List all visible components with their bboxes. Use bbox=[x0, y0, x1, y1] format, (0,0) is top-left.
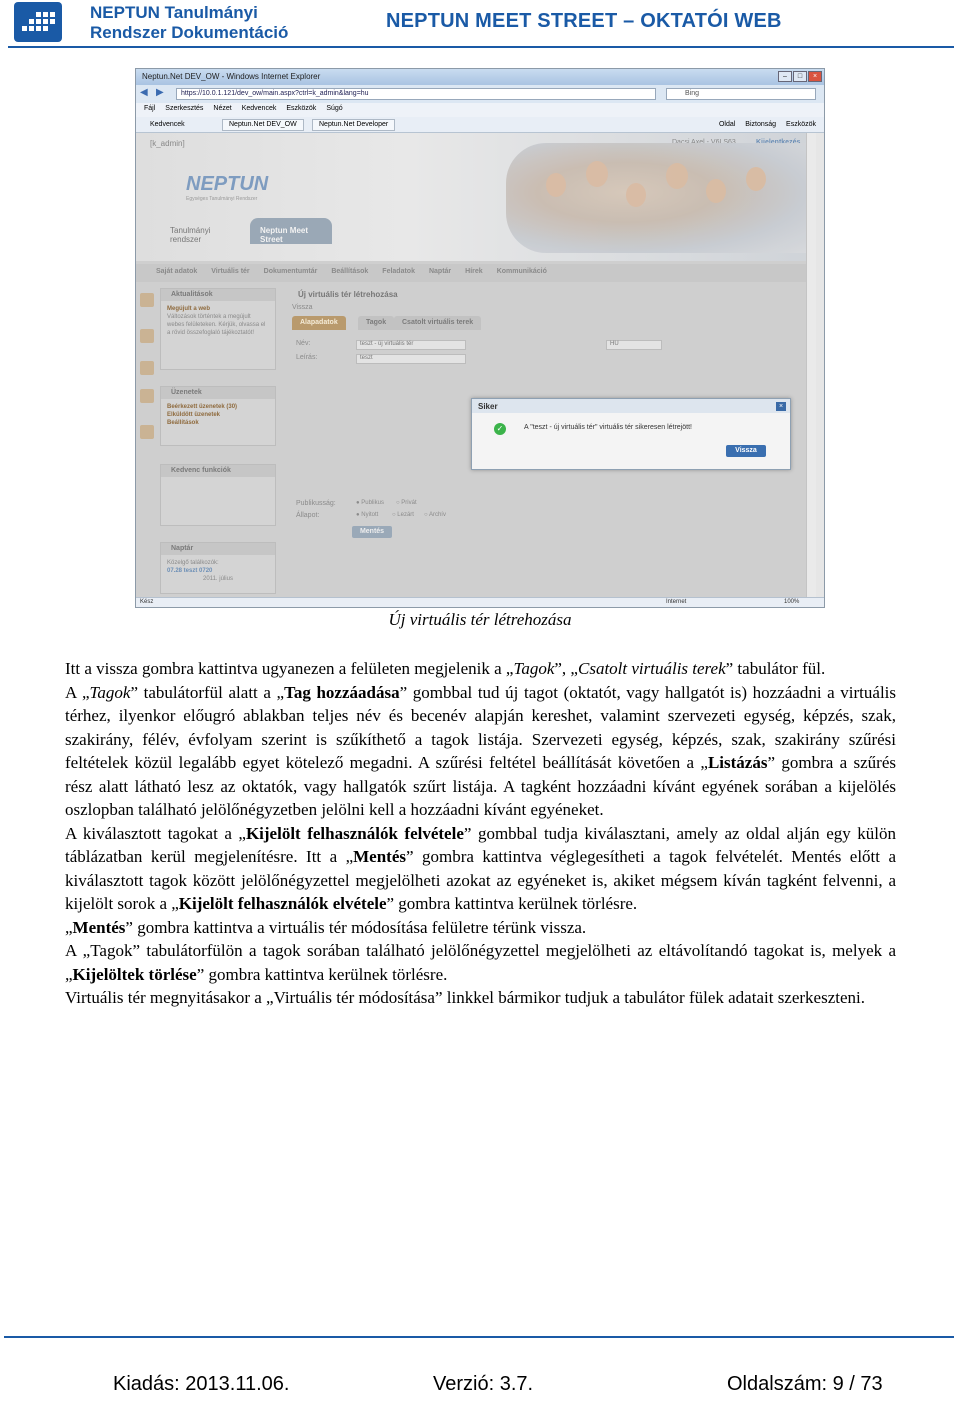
tab-tanulmanyi-rendszer[interactable]: Tanulmányi rendszer bbox=[170, 226, 211, 244]
safety-menu[interactable]: Biztonság bbox=[745, 121, 777, 128]
figure-caption: Új virtuális tér létrehozása bbox=[388, 610, 572, 629]
paragraph-5: A „Tagok” tabulátorfülön a tagok sorában található jelölőnégyzettel megjelölheti az eltávolítandó tagokat is, melyek a „Kijelöltek törlése” gombra kattintva kerülnek törlésre. bbox=[65, 941, 896, 984]
neptun-logo-icon bbox=[14, 2, 62, 42]
header-right-title: NEPTUN MEET STREET – OKTATÓI WEB bbox=[386, 10, 782, 32]
nav-sajat-adatok[interactable]: Saját adatok bbox=[156, 268, 198, 275]
aktualitasok-text: Változások történtek a megújult webes felületeken. Kérjük, olvassa el a rövid összefoglaló tájékoztatót! bbox=[167, 314, 266, 336]
aktualitasok-link[interactable]: Megújult a web bbox=[167, 306, 211, 312]
close-icon[interactable]: × bbox=[808, 71, 822, 82]
back-arrow-icon[interactable]: ◀ bbox=[140, 87, 148, 98]
page-menu[interactable]: Oldal bbox=[718, 121, 736, 128]
ie-window-title: Neptun.Net DEV_OW - Windows Internet Explorer bbox=[142, 72, 321, 81]
menu-edit[interactable]: Szerkesztés bbox=[165, 105, 204, 112]
tab-meet-street[interactable]: Neptun Meet Street bbox=[250, 218, 332, 244]
user-role: [k_admin] bbox=[150, 139, 185, 148]
radio-nyitott[interactable]: ● Nyitott bbox=[356, 512, 379, 518]
dialog-message: A "teszt - új virtuális tér" virtuális tér sikeresen létrejött! bbox=[524, 424, 692, 431]
publikussag-label: Publikusság: bbox=[296, 500, 336, 507]
tab-csatolt[interactable]: Csatolt virtuális terek bbox=[394, 316, 481, 330]
nav-hirek[interactable]: Hírek bbox=[465, 268, 483, 275]
ie-title-bar bbox=[136, 69, 824, 85]
neptun-banner bbox=[136, 133, 816, 261]
paragraph-3: A kiválasztott tagokat a „Kijelölt felhasználók felvétele” gombbal tudja kiválasztani, amely az oldal alján egy külön táblázatban kerül megjelenítésre. Itt a „Mentés” gombra kattintva véglegesítheti a tagok felvételét. Mentés előtt a kiválasztott tagok között jelölőnégyzettel megjelölheti azokat az egyéneket is, akiket mégsem kíván tagként felvenni, a kijelölt sorok a „Kijelölt felhasználók elvétele” gombra kattintva kerülnek törlésre. bbox=[65, 823, 896, 913]
radio-archiv-label: Archív bbox=[428, 512, 446, 518]
menu-view[interactable]: Nézet bbox=[213, 105, 232, 112]
radio-nyitott-label: Nyitott bbox=[361, 512, 379, 518]
embedded-screenshot bbox=[135, 68, 825, 608]
nav-virtualis-ter[interactable]: Virtuális tér bbox=[211, 268, 250, 275]
aktualitasok-box bbox=[160, 288, 276, 370]
page-header bbox=[0, 0, 960, 48]
radio-publikus-label: Publikus bbox=[361, 500, 384, 506]
neptun-brand-sub: Egységes Tanulmányi Rendszer bbox=[186, 196, 258, 202]
header-left-title bbox=[90, 3, 288, 43]
dialog-title: Siker bbox=[472, 399, 790, 413]
nav-beallitasok[interactable]: Beállítások bbox=[331, 268, 369, 275]
nav-naptar[interactable]: Naptár bbox=[428, 268, 452, 275]
naptar-month: 2011. július bbox=[203, 576, 233, 582]
leiras-input[interactable]: teszt bbox=[356, 354, 466, 364]
main-navbar bbox=[136, 264, 816, 282]
header-left-line2: Rendszer Dokumentáció bbox=[90, 23, 289, 42]
ie-favorites-bar bbox=[136, 117, 824, 133]
sidebar bbox=[160, 288, 276, 594]
leiras-label: Leírás: bbox=[296, 354, 318, 361]
maximize-icon[interactable]: □ bbox=[793, 71, 807, 82]
paragraph-1: Itt a vissza gombra kattintva ugyanezen a felületen megjelenik a „Tagok”, „Csatolt virtuális terek” tabulátor fül. bbox=[65, 659, 826, 678]
radio-archiv[interactable]: ○ Archív bbox=[424, 512, 446, 518]
menu-file[interactable]: Fájl bbox=[144, 105, 156, 112]
url-input[interactable]: https://10.0.1.121/dev_ow/main.aspx?ctrl=k_admin&lang=hu bbox=[176, 88, 656, 100]
nev-label: Név: bbox=[296, 340, 311, 347]
aktualitasok-title: Aktualitások bbox=[161, 289, 275, 301]
chat-icon[interactable] bbox=[140, 425, 154, 439]
ie-status-bar bbox=[136, 597, 824, 608]
menu-tools[interactable]: Eszközök bbox=[286, 105, 317, 112]
nav-dokumentumtar[interactable]: Dokumentumtár bbox=[263, 268, 318, 275]
tab-tagok[interactable]: Tagok bbox=[358, 316, 394, 330]
main-title: Új virtuális tér létrehozása bbox=[298, 290, 398, 299]
neptun-brand-name: NEPTUN bbox=[186, 173, 269, 195]
status-zone: Internet bbox=[666, 599, 687, 605]
footer-kiadas: Kiadás: 2013.11.06. bbox=[113, 1373, 290, 1395]
help-icon[interactable] bbox=[140, 389, 154, 403]
footer-verzio: Verzió: 3.7. bbox=[433, 1373, 534, 1395]
ie-address-bar bbox=[136, 85, 824, 103]
save-button[interactable]: Mentés bbox=[352, 526, 392, 538]
browser-tab-developer[interactable]: Neptun.Net Developer bbox=[312, 119, 395, 131]
kedvenc-title: Kedvenc funkciók bbox=[161, 465, 275, 477]
header-divider bbox=[8, 46, 954, 48]
menu-help[interactable]: Súgó bbox=[326, 105, 343, 112]
uzenetek-title: Üzenetek bbox=[161, 387, 275, 399]
forward-arrow-icon[interactable]: ▶ bbox=[156, 87, 164, 98]
nav-kommunikacio[interactable]: Kommunikáció bbox=[496, 268, 547, 275]
search-input[interactable]: Bing bbox=[666, 88, 816, 100]
nav-feladatok[interactable]: Feladatok bbox=[382, 268, 415, 275]
status-text: Kész bbox=[140, 599, 154, 605]
uzenetek-settings[interactable]: Beállítások bbox=[167, 420, 199, 426]
paragraph-4: „Mentés” gombra kattintva a virtuális tér módosítása felületre térünk vissza. bbox=[65, 917, 587, 937]
dialog-back-button[interactable]: Vissza bbox=[726, 445, 766, 457]
paragraph-2: A „Tagok” tabulátorfül alatt a „Tag hozzáadása” gombbal tud új tagot (oktatót, vagy hallgatót is) hozzáadni a virtuális térhez, ilyenkor előugró ablakban teljes név és becenév alapján kereshet, valamint szervezeti egység, képzés, szak, szakirány, félév, évfolyam szerint is szűkíthető a tagok listája. Szervezeti egység, képzés, szak, szakirány szűrési feltételek közül legalább egyet kötelező megadni. A szűrési feltétel beállítását követően a „Listázás” gombra a szűrés rész alatt látható lesz az oktatók, vagy hallgatók szűrt listája. A tagként hozzáadni kívánt egyének sorában a kijelölés oszlopban található jelölőnégyzetben jelölni kell a hozzáadni kívánt egyéneket. bbox=[65, 682, 897, 819]
favorites-button[interactable]: Kedvencek bbox=[150, 121, 185, 128]
success-check-icon: ✓ bbox=[494, 423, 506, 435]
naptar-text: Közelgő találkozók: bbox=[167, 560, 219, 566]
back-link[interactable]: Vissza bbox=[292, 304, 313, 311]
naptar-item[interactable]: 07.28 teszt 0720 bbox=[167, 568, 213, 574]
footer-divider bbox=[4, 1336, 954, 1338]
neptun-brand bbox=[186, 173, 294, 202]
page-scrollbar[interactable] bbox=[806, 133, 816, 597]
radio-lezart-label: Lezárt bbox=[397, 512, 414, 518]
allapot-label: Állapot: bbox=[296, 512, 320, 519]
uzenetek-inbox[interactable]: Beérkezett üzenetek (30) bbox=[167, 404, 238, 410]
kedvenc-box bbox=[160, 464, 276, 526]
language-select[interactable]: HU bbox=[606, 340, 662, 350]
paragraph-6: Virtuális tér megnyitásakor a „Virtuális tér módosítása” linkkel bármikor tudjuk a tabulátor fülek adatait szerkeszteni. bbox=[65, 988, 866, 1007]
radio-lezart[interactable]: ○ Lezárt bbox=[392, 512, 414, 518]
header-left-line1: NEPTUN Tanulmányi bbox=[90, 3, 258, 22]
window-controls bbox=[778, 71, 822, 82]
footer-oldalszam: Oldalszám: 9 / 73 bbox=[727, 1373, 883, 1395]
radio-privat[interactable]: ○ Privát bbox=[396, 500, 417, 506]
naptar-title: Naptár bbox=[161, 543, 275, 555]
ie-menu-bar bbox=[136, 103, 824, 117]
banner-photo bbox=[506, 143, 806, 253]
dialog-close-icon[interactable]: × bbox=[776, 402, 786, 411]
status-zoom[interactable]: 100% bbox=[784, 599, 800, 605]
menu-favorites[interactable]: Kedvencek bbox=[241, 105, 277, 112]
nev-input[interactable]: teszt - új virtuális tér bbox=[356, 340, 466, 350]
naptar-box bbox=[160, 542, 276, 594]
home-icon[interactable] bbox=[140, 329, 154, 343]
radio-publikus[interactable]: ● Publikus bbox=[356, 500, 384, 506]
font-size-icon[interactable] bbox=[140, 293, 154, 307]
tools-menu[interactable]: Eszközök bbox=[786, 121, 816, 128]
success-dialog bbox=[471, 398, 791, 470]
uzenetek-sent[interactable]: Elküldött üzenetek bbox=[167, 412, 221, 418]
body-text bbox=[65, 657, 896, 1010]
minimize-icon[interactable]: – bbox=[778, 71, 792, 82]
star-icon[interactable] bbox=[140, 361, 154, 375]
ie-command-bar bbox=[719, 121, 816, 128]
tab-alapadatok[interactable]: Alapadatok bbox=[292, 316, 346, 330]
radio-privat-label: Privát bbox=[401, 500, 417, 506]
neptun-page bbox=[136, 133, 816, 599]
uzenetek-box bbox=[160, 386, 276, 446]
browser-tab-dev-ow[interactable]: Neptun.Net DEV_OW bbox=[222, 119, 304, 131]
